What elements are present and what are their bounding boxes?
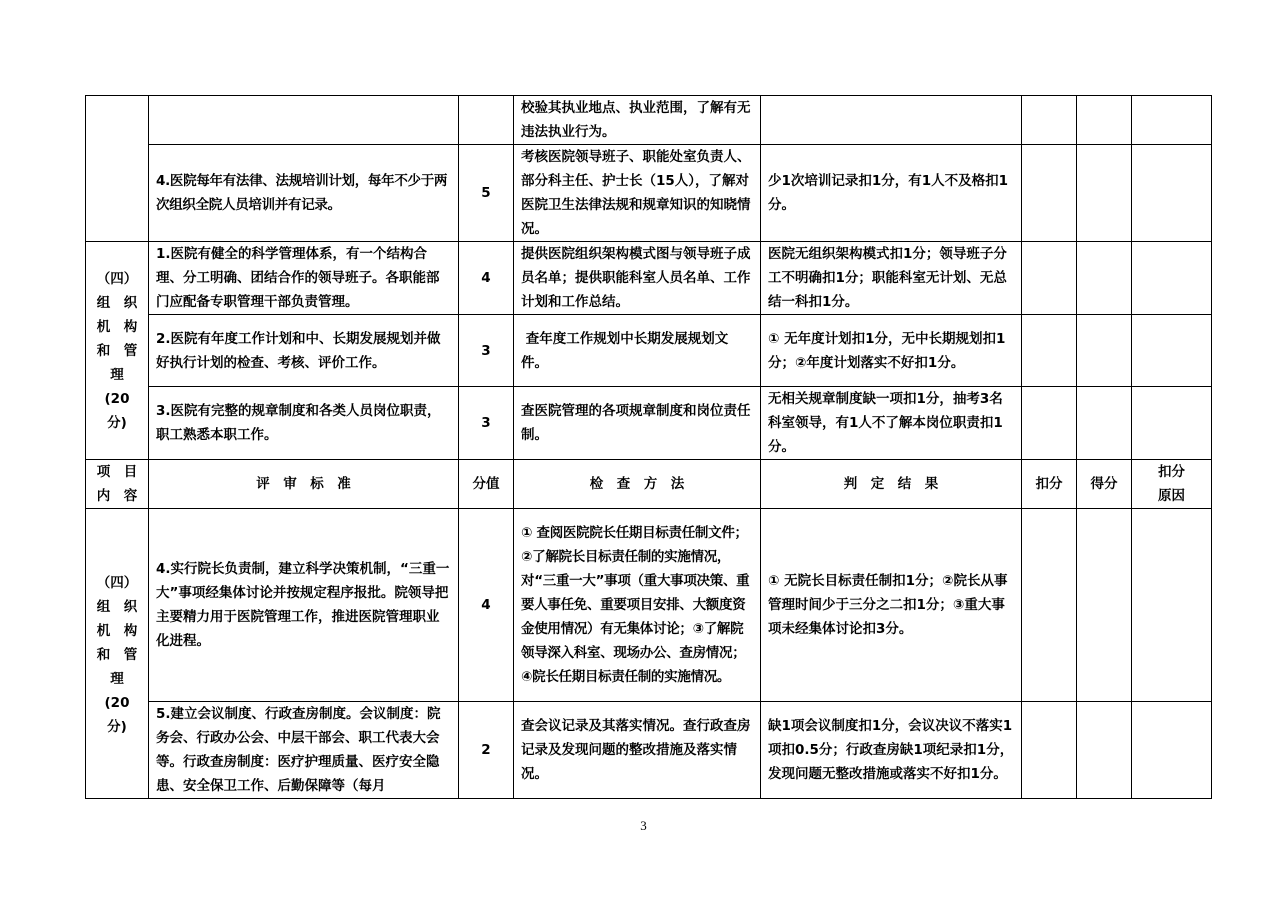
method-cell: 查年度工作规划中长期发展规划文件。	[514, 315, 761, 387]
deduct-cell	[1022, 315, 1077, 387]
header-deduct: 扣分	[1022, 460, 1077, 509]
table-row	[86, 242, 1212, 315]
standard-cell: 4.实行院长负责制，建立科学决策机制，“三重一大”事项经集体讨论并按规定程序报批。院领导把主要精力用于医院管理工作，推进医院管理职业化进程。	[149, 509, 459, 702]
gain-cell	[1077, 702, 1132, 799]
score-cell: 3	[459, 387, 514, 460]
table-row	[86, 315, 1212, 387]
result-cell: 缺1项会议制度扣1分，会议决议不落实1项扣0.5分；行政查房缺1项纪录扣1分，发现问题无整改措施或落实不好扣1分。	[761, 702, 1022, 799]
result-cell: 少1次培训记录扣1分，有1人不及格扣1分。	[761, 145, 1022, 242]
table-row	[86, 702, 1212, 799]
result-cell: ① 无年度计划扣1分，无中长期规划扣1分；②年度计划落实不好扣1分。	[761, 315, 1022, 387]
method-cell: 考核医院领导班子、职能处室负责人、部分科主任、护士长（15人），了解对医院卫生法律法规和规章知识的知晓情况。	[514, 145, 761, 242]
method-cell: 提供医院组织架构模式图与领导班子成员名单；提供职能科室人员名单、工作计划和工作总结。	[514, 242, 761, 315]
table-row	[86, 387, 1212, 460]
score-cell: 4	[459, 509, 514, 702]
standard-cell	[149, 96, 459, 145]
category-cell: （四） 组 织 机 构 和 管 理 (20 分)	[86, 242, 149, 460]
deduct-cell	[1022, 242, 1077, 315]
method-cell: ① 查阅医院院长任期目标责任制文件；②了解院长目标责任制的实施情况，对“三重一大”事项（重大事项决策、重要人事任免、重要项目安排、大额度资金使用情况）有无集体讨论；③了解院领导深入科室、现场办公、查房情况；④院长任期目标责任制的实施情况。	[514, 509, 761, 702]
gain-cell	[1077, 145, 1132, 242]
header-item: 项 目 内 容	[86, 460, 149, 509]
result-cell	[761, 96, 1022, 145]
header-result: 判 定 结 果	[761, 460, 1022, 509]
standard-cell: 2.医院有年度工作计划和中、长期发展规划并做好执行计划的检查、考核、评价工作。	[149, 315, 459, 387]
result-cell: 医院无组织架构模式扣1分；领导班子分工不明确扣1分；职能科室无计划、无总结一科扣1分。	[761, 242, 1022, 315]
deduct-cell	[1022, 702, 1077, 799]
gain-cell	[1077, 242, 1132, 315]
header-row	[86, 460, 1212, 509]
header-reason: 扣分 原因	[1132, 460, 1212, 509]
gain-cell	[1077, 96, 1132, 145]
standard-cell: 4.医院每年有法律、法规培训计划，每年不少于两次组织全院人员培训并有记录。	[149, 145, 459, 242]
reason-cell	[1132, 96, 1212, 145]
method-cell: 查医院管理的各项规章制度和岗位责任制。	[514, 387, 761, 460]
standard-cell: 1.医院有健全的科学管理体系，有一个结构合理、分工明确、团结合作的领导班子。各职能部门应配备专职管理干部负责管理。	[149, 242, 459, 315]
method-cell: 查会议记录及其落实情况。查行政查房记录及发现问题的整改措施及落实情况。	[514, 702, 761, 799]
gain-cell	[1077, 509, 1132, 702]
result-cell: ① 无院长目标责任制扣1分；②院长从事管理时间少于三分之二扣1分；③重大事项未经集体讨论扣3分。	[761, 509, 1022, 702]
gain-cell	[1077, 315, 1132, 387]
reason-cell	[1132, 242, 1212, 315]
table-row	[86, 145, 1212, 242]
deduct-cell	[1022, 145, 1077, 242]
score-cell: 3	[459, 315, 514, 387]
score-cell: 2	[459, 702, 514, 799]
reason-cell	[1132, 509, 1212, 702]
deduct-cell	[1022, 509, 1077, 702]
category-cell: （四） 组 织 机 构 和 管 理 (20 分)	[86, 509, 149, 799]
score-cell: 5	[459, 145, 514, 242]
header-standard: 评 审 标 准	[149, 460, 459, 509]
method-cell: 校验其执业地点、执业范围，了解有无违法执业行为。	[514, 96, 761, 145]
score-cell: 4	[459, 242, 514, 315]
gain-cell	[1077, 387, 1132, 460]
standard-cell: 3.医院有完整的规章制度和各类人员岗位职责，职工熟悉本职工作。	[149, 387, 459, 460]
header-gain: 得分	[1077, 460, 1132, 509]
score-cell	[459, 96, 514, 145]
reason-cell	[1132, 315, 1212, 387]
deduct-cell	[1022, 96, 1077, 145]
reason-cell	[1132, 145, 1212, 242]
evaluation-table	[85, 95, 1212, 799]
deduct-cell	[1022, 387, 1077, 460]
result-cell: 无相关规章制度缺一项扣1分，抽考3名科室领导，有1人不了解本岗位职责扣1分。	[761, 387, 1022, 460]
category-cell-prev	[86, 96, 149, 242]
header-method: 检 查 方 法	[514, 460, 761, 509]
reason-cell	[1132, 702, 1212, 799]
header-score: 分值	[459, 460, 514, 509]
reason-cell	[1132, 387, 1212, 460]
page-number: 3	[640, 818, 647, 833]
standard-cell: 5.建立会议制度、行政查房制度。会议制度：院务会、行政办公会、中层干部会、职工代表大会等。行政查房制度：医疗护理质量、医疗安全隐患、安全保卫工作、后勤保障等（每月	[149, 702, 459, 799]
table-row	[86, 96, 1212, 145]
table-row	[86, 509, 1212, 702]
